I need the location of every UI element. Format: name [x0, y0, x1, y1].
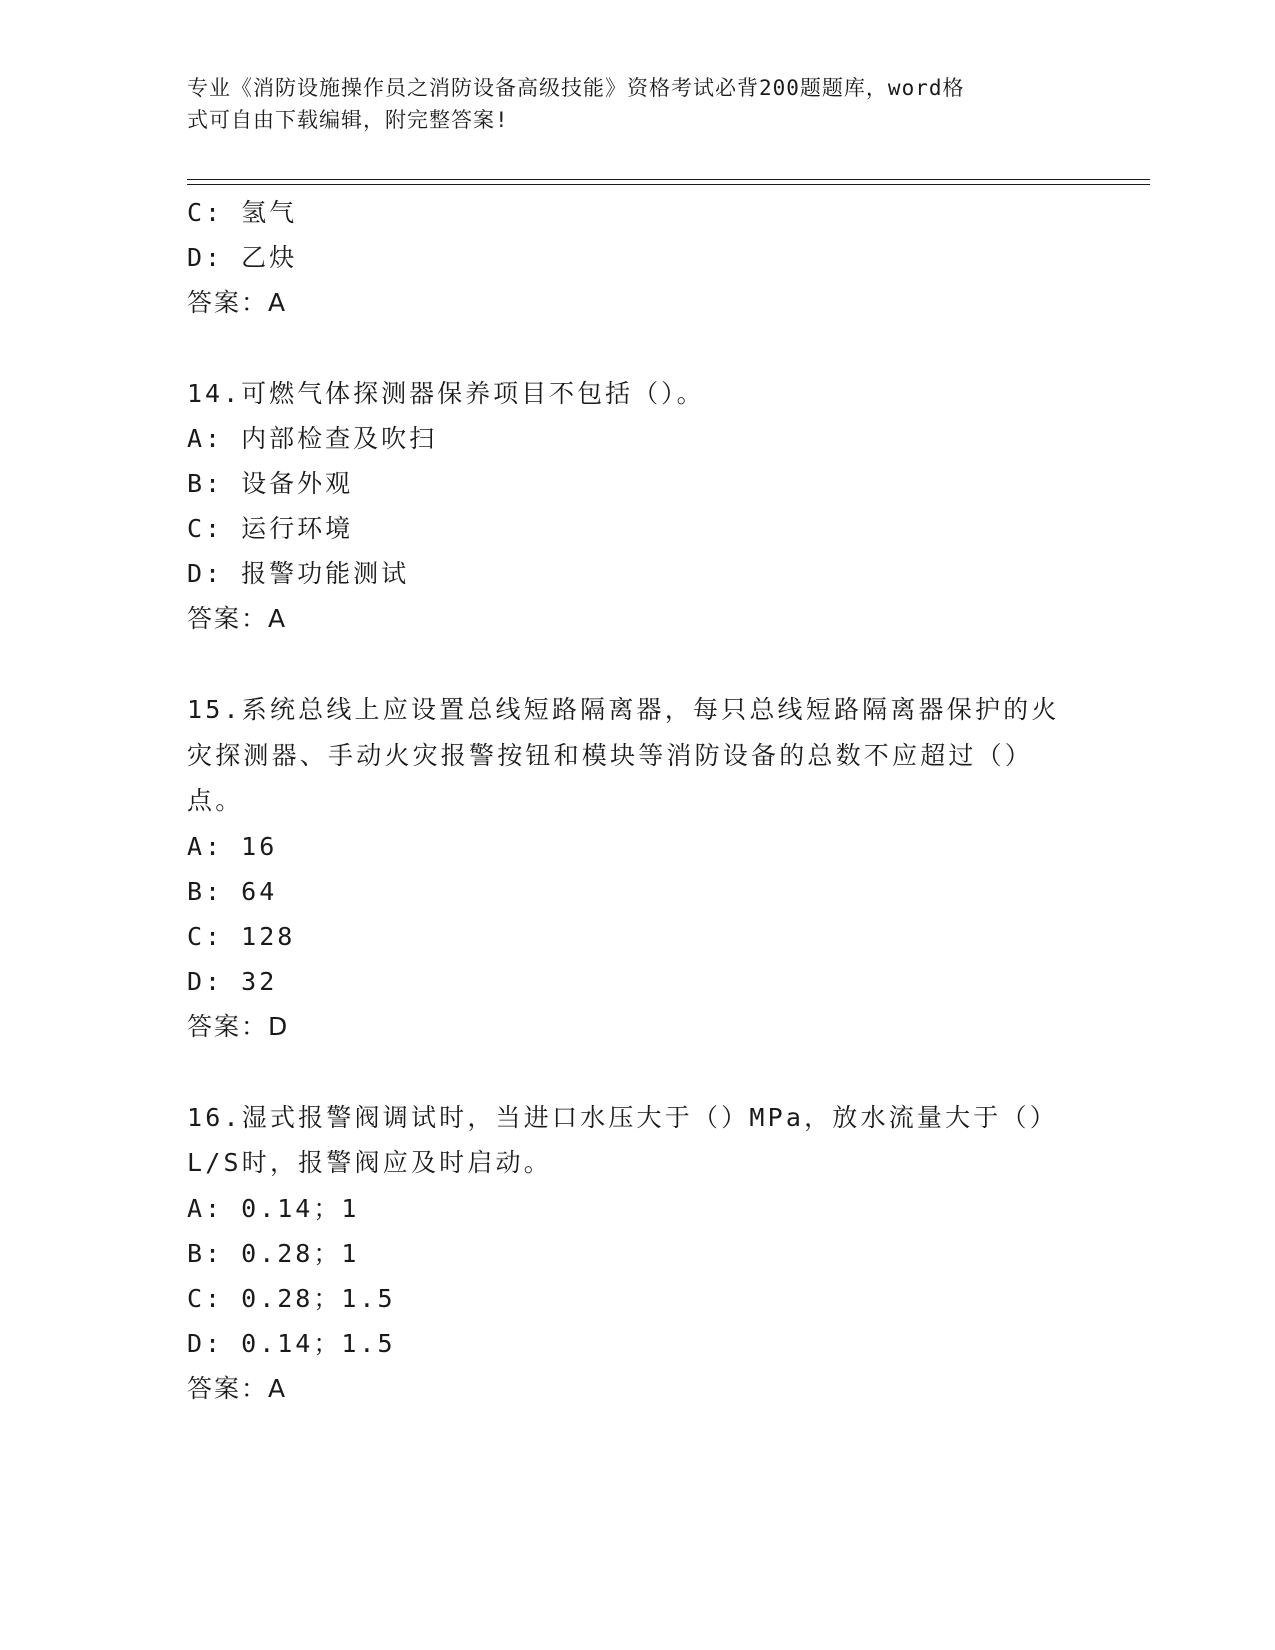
question-text-line-2: L/S时，报警阀应及时启动。: [187, 1148, 552, 1177]
question-13-tail: [187, 190, 1087, 325]
answer: 答案：D: [187, 1011, 290, 1041]
option-a: A: 16: [187, 831, 278, 861]
option-b: B: 64: [187, 876, 278, 906]
question-15: [187, 687, 1087, 1049]
option-c: C: 氢气: [187, 198, 298, 227]
question-spacer: [187, 641, 1087, 687]
header-divider-bottom: [187, 184, 1150, 185]
option-d: D: 乙炔: [187, 243, 298, 272]
header-line-1: 专业《消防设施操作员之消防设备高级技能》资格考试必背200题题库，word格: [187, 76, 965, 100]
answer: 答案：A: [187, 288, 288, 317]
question-spacer: [187, 325, 1087, 371]
document-header: [187, 72, 1087, 136]
option-d: D: 报警功能测试: [187, 559, 410, 588]
question-14: [187, 371, 1087, 641]
option-c: C: 运行环境: [187, 514, 354, 543]
option-b: B: 0.28；1: [187, 1238, 360, 1268]
answer: 答案：A: [187, 604, 288, 633]
option-c: C: 0.28；1.5: [187, 1283, 396, 1313]
question-list: [187, 190, 1087, 1411]
option-c: C: 128: [187, 921, 296, 951]
option-a: A: 内部检查及吹扫: [187, 424, 438, 453]
question-text-line-1: 16.湿式报警阀调试时，当进口水压大于（）MPa，放水流量大于（）: [187, 1102, 1058, 1132]
question-text-line-3: 点。: [187, 786, 244, 815]
header-divider-top: [187, 179, 1150, 180]
answer: 答案：A: [187, 1373, 288, 1403]
option-d: D: 32: [187, 966, 278, 996]
header-line-2: 式可自由下载编辑，附完整答案!: [187, 108, 509, 132]
option-d: D: 0.14；1.5: [187, 1328, 396, 1358]
question-16: [187, 1095, 1087, 1411]
option-a: A: 0.14；1: [187, 1193, 360, 1223]
question-text-line-1: 15.系统总线上应设置总线短路隔离器，每只总线短路隔离器保护的火: [187, 695, 1060, 724]
option-b: B: 设备外观: [187, 469, 354, 498]
question-spacer: [187, 1049, 1087, 1095]
question-text: 14.可燃气体探测器保养项目不包括（）。: [187, 379, 705, 408]
question-text-line-2: 灾探测器、手动火灾报警按钮和模块等消防设备的总数不应超过（）: [187, 740, 1034, 770]
